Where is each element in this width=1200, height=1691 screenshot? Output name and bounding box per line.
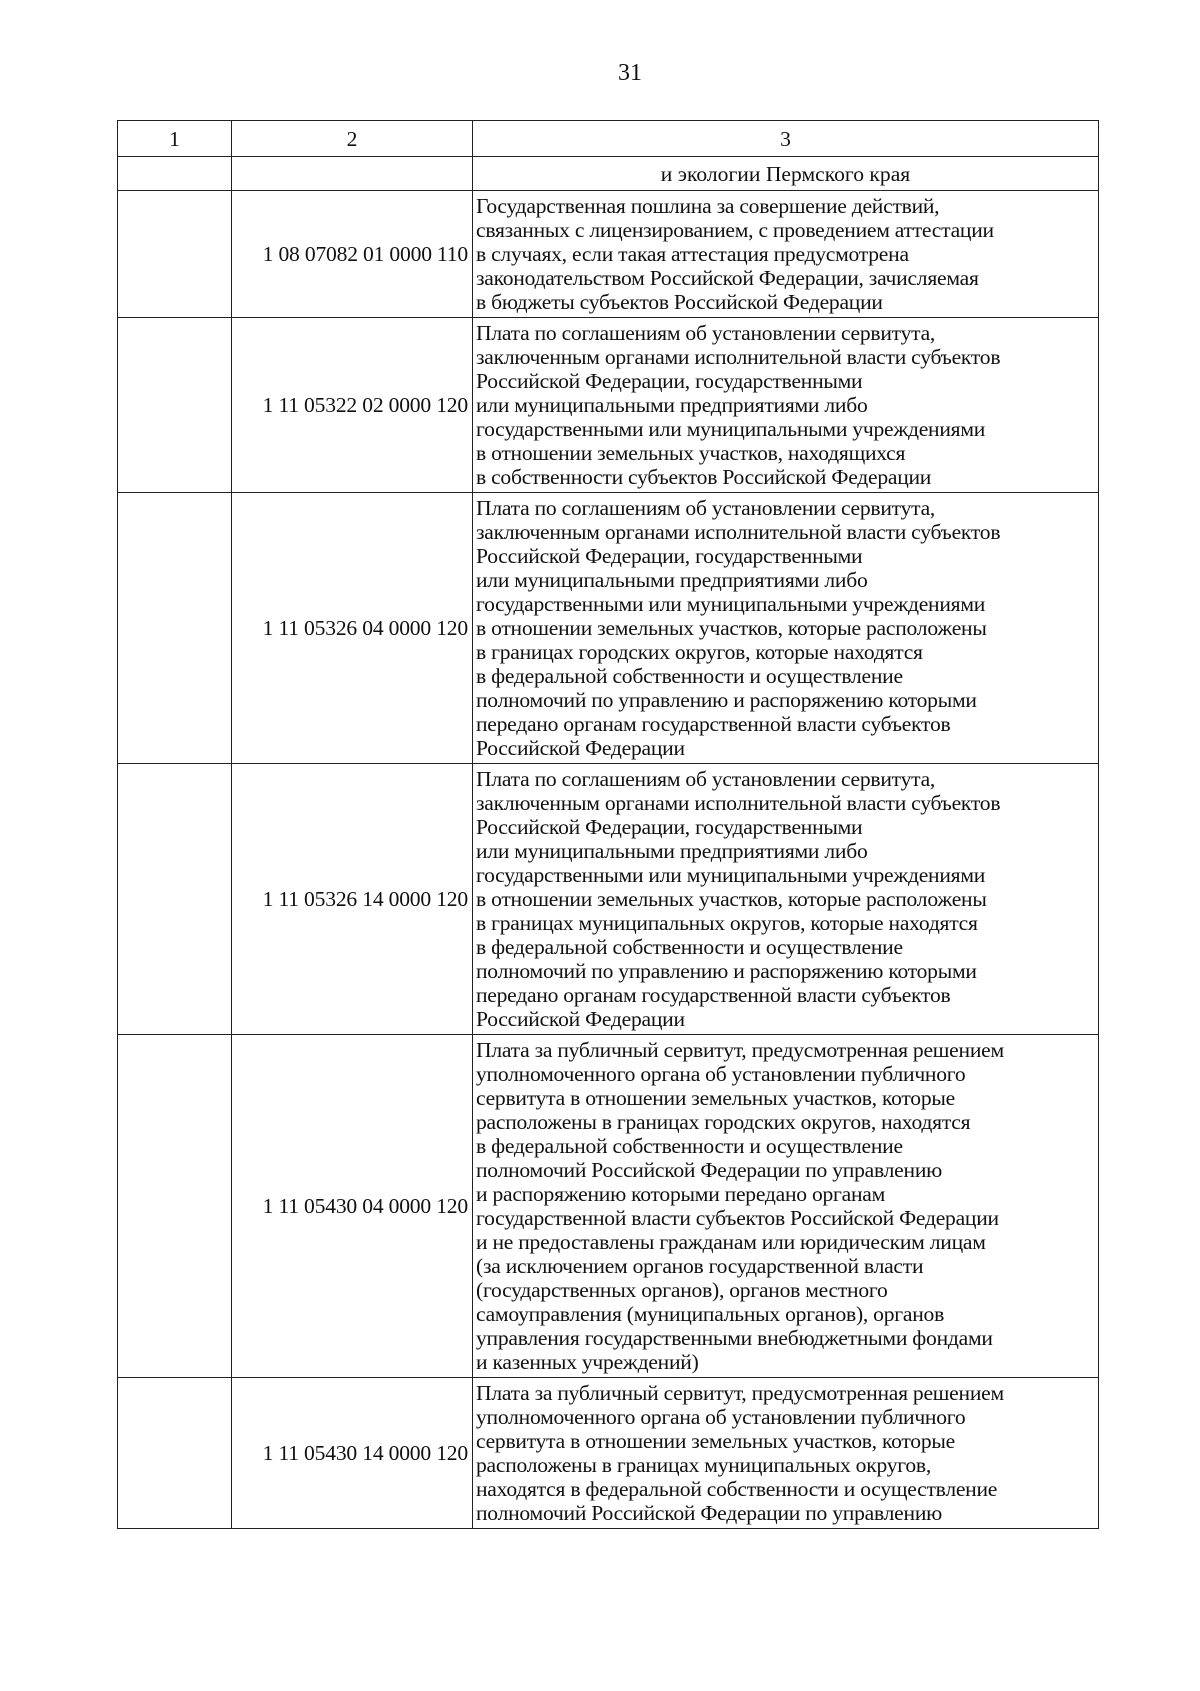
description-line: сервитута в отношении земельных участков, которые xyxy=(476,1086,955,1110)
description-line: в собственности субъектов Российской Федерации xyxy=(476,465,932,489)
table-cell-code: 1 11 05430 14 0000 120 xyxy=(232,1378,473,1529)
table-cell-col1 xyxy=(118,318,232,493)
description-line: Государственная пошлина за совершение действий, xyxy=(476,194,940,218)
table-cell-col1 xyxy=(118,764,232,1035)
description-line: Плата за публичный сервитут, предусмотренная решением xyxy=(476,1038,1004,1062)
table-cell-code: 1 11 05430 04 0000 120 xyxy=(232,1035,473,1378)
description-line: Плата по соглашениям об установлении сервитута, xyxy=(476,321,936,345)
table-row xyxy=(118,1378,1099,1529)
description-line: и казенных учреждений) xyxy=(476,1350,699,1374)
description-line: или муниципальными предприятиями либо xyxy=(476,839,868,863)
description-line: сервитута в отношении земельных участков, которые xyxy=(476,1429,955,1453)
description-line: полномочий по управлению и распоряжению которыми xyxy=(476,959,977,983)
description-line: (за исключением органов государственной власти xyxy=(476,1254,924,1278)
description-line: и распоряжению которыми передано органам xyxy=(476,1182,886,1206)
description-line: передано органам государственной власти субъектов xyxy=(476,983,951,1007)
table-cell-description xyxy=(473,191,1099,318)
table-cell-description xyxy=(473,493,1099,764)
description-line: в федеральной собственности и осуществление xyxy=(476,935,903,959)
description-line: в границах городских округов, которые находятся xyxy=(476,640,923,664)
description-line: или муниципальными предприятиями либо xyxy=(476,393,868,417)
description-line: самоуправления (муниципальных органов), органов xyxy=(476,1302,945,1326)
table-cell-col1 xyxy=(118,1035,232,1378)
table-cell-code: 1 11 05322 02 0000 120 xyxy=(232,318,473,493)
table-header xyxy=(118,121,1099,157)
description-line: государственными или муниципальными учреждениями xyxy=(476,863,986,887)
description-line: расположены в границах муниципальных округов, xyxy=(476,1453,931,1477)
table-cell-code xyxy=(232,157,473,191)
description-line: находятся в федеральной собственности и осуществление xyxy=(476,1477,998,1501)
table-row xyxy=(118,493,1099,764)
description-line: связанных с лицензированием, с проведением аттестации xyxy=(476,218,994,242)
description-line: Российской Федерации, государственными xyxy=(476,544,863,568)
description-line: Российской Федерации, государственными xyxy=(476,369,863,393)
description-line: уполномоченного органа об установлении публичного xyxy=(476,1062,966,1086)
description-line: Российской Федерации xyxy=(476,736,685,760)
description-line: (государственных органов), органов местного xyxy=(476,1278,888,1302)
description-line: законодательством Российской Федерации, зачисляемая xyxy=(476,266,979,290)
table-cell-col1 xyxy=(118,493,232,764)
table-cell-code: 1 11 05326 14 0000 120 xyxy=(232,764,473,1035)
description-line: в случаях, если такая аттестация предусмотрена xyxy=(476,242,909,266)
description-line: государственными или муниципальными учреждениями xyxy=(476,592,986,616)
table-row xyxy=(118,1035,1099,1378)
header-row xyxy=(118,121,1099,157)
description-line: в отношении земельных участков, находящихся xyxy=(476,441,906,465)
description-line: полномочий Российской Федерации по управлению xyxy=(476,1501,943,1525)
column-header-1: 1 xyxy=(118,121,232,157)
description-line: полномочий Российской Федерации по управлению xyxy=(476,1158,943,1182)
description-line: расположены в границах городских округов, находятся xyxy=(476,1110,971,1134)
income-codes-table xyxy=(117,120,1099,1529)
table-cell-col1 xyxy=(118,191,232,318)
column-header-3: 3 xyxy=(473,121,1099,157)
column-header-2: 2 xyxy=(232,121,473,157)
page-number: 31 xyxy=(618,60,642,86)
description-line: уполномоченного органа об установлении публичного xyxy=(476,1405,966,1429)
description-line: заключенным органами исполнительной власти субъектов xyxy=(476,345,1001,369)
description-line: управления государственными внебюджетными фондами xyxy=(476,1326,993,1350)
description-line: Плата по соглашениям об установлении сервитута, xyxy=(476,767,936,791)
description-line: полномочий по управлению и распоряжению которыми xyxy=(476,688,977,712)
table-cell-col1 xyxy=(118,1378,232,1529)
description-line: в границах муниципальных округов, которые находятся xyxy=(476,911,978,935)
table-cell-code: 1 08 07082 01 0000 110 xyxy=(232,191,473,318)
continuation-row xyxy=(118,157,1099,191)
description-line: передано органам государственной власти субъектов xyxy=(476,712,951,736)
table-cell-description xyxy=(473,764,1099,1035)
table-row xyxy=(118,318,1099,493)
table-cell-description xyxy=(473,1035,1099,1378)
description-line: в отношении земельных участков, которые расположены xyxy=(476,887,987,911)
description-line: в федеральной собственности и осуществление xyxy=(476,664,903,688)
description-line: Плата по соглашениям об установлении сервитута, xyxy=(476,496,936,520)
description-line: в отношении земельных участков, которые расположены xyxy=(476,616,987,640)
table-body xyxy=(118,157,1099,1529)
description-line: заключенным органами исполнительной власти субъектов xyxy=(476,520,1001,544)
table-cell-description xyxy=(473,318,1099,493)
table-cell-description xyxy=(473,1378,1099,1529)
description-line: Российской Федерации xyxy=(476,1007,685,1031)
table-cell-col1 xyxy=(118,157,232,191)
table-cell-description: и экологии Пермского края xyxy=(473,157,1099,191)
table-row xyxy=(118,191,1099,318)
description-line: Плата за публичный сервитут, предусмотренная решением xyxy=(476,1381,1004,1405)
table-cell-code: 1 11 05326 04 0000 120 xyxy=(232,493,473,764)
description-line: или муниципальными предприятиями либо xyxy=(476,568,868,592)
description-line: в федеральной собственности и осуществление xyxy=(476,1134,903,1158)
description-line: Российской Федерации, государственными xyxy=(476,815,863,839)
description-line: заключенным органами исполнительной власти субъектов xyxy=(476,791,1001,815)
description-line: государственными или муниципальными учреждениями xyxy=(476,417,986,441)
description-line: государственной власти субъектов Российской Федерации xyxy=(476,1206,999,1230)
table-row xyxy=(118,764,1099,1035)
description-line: в бюджеты субъектов Российской Федерации xyxy=(476,290,883,314)
description-line: и не предоставлены гражданам или юридическим лицам xyxy=(476,1230,986,1254)
